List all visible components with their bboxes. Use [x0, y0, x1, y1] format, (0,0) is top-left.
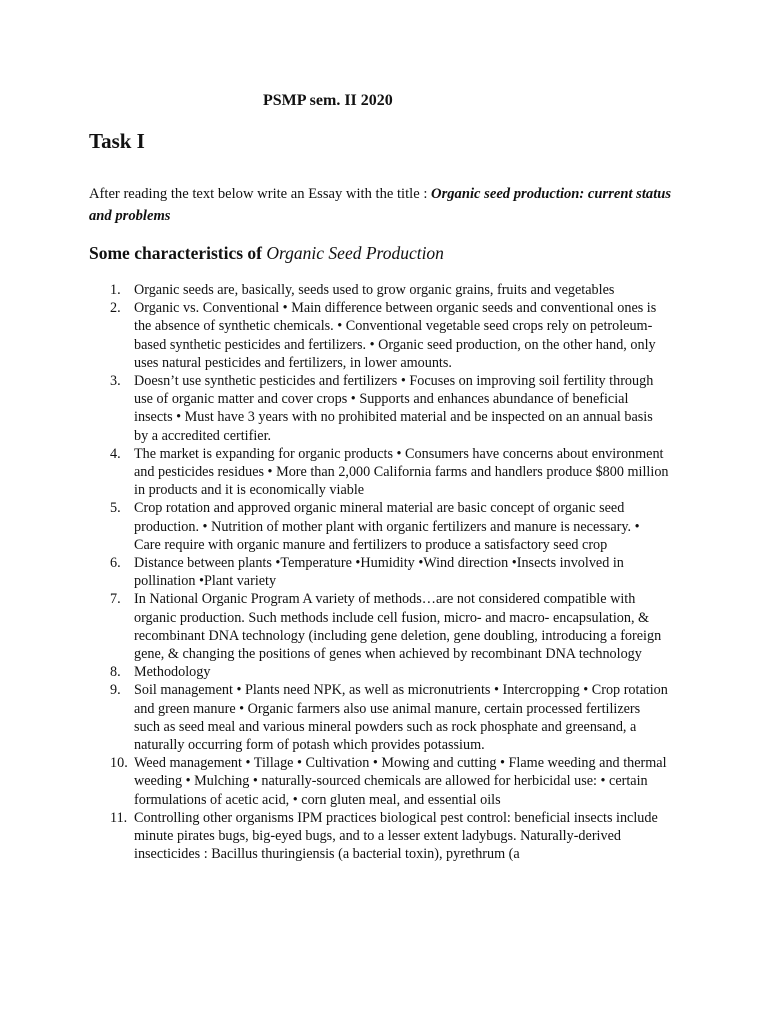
instruction-paragraph	[89, 183, 689, 227]
list-item	[89, 499, 669, 554]
list-item-text: Weed management • Tillage • Cultivation • Mowing and cutting • Flame weeding and thermal weeding • Mulching • naturally-sourced chemicals are allowed for herbicidal use: • certain formulations of acetic acid, • corn gluten meal, and essential oils	[134, 755, 667, 808]
document-title: PSMP sem. II 2020	[263, 92, 393, 109]
section-heading-prefix: Some characteristics of	[89, 243, 267, 263]
list-item-number: 4.	[110, 445, 121, 462]
list-item	[89, 754, 669, 809]
list-item-number: 5.	[110, 500, 121, 517]
list-item-number: 6.	[110, 555, 121, 572]
section-heading-emphasis: Organic Seed Production	[266, 243, 444, 263]
list-item-number: 9.	[110, 682, 121, 699]
list-item-number: 11.	[110, 809, 128, 826]
characteristics-list	[89, 281, 669, 864]
list-item-number: 7.	[110, 591, 121, 608]
list-item-number: 8.	[110, 664, 121, 681]
list-item-text: Distance between plants •Temperature •Humidity •Wind direction •Insects involved in pollination •Plant variety	[134, 555, 624, 590]
list-item-text: Organic vs. Conventional • Main difference between organic seeds and conventional ones is the absence of synthetic chemicals. • Conventional vegetable seed crops rely on petroleum-based synthetic pesticides and fertilizers. • Organic seed production, on the other hand, only uses natural pesticides and fertilizers, in lower amounts.	[134, 300, 657, 371]
list-item	[89, 663, 669, 681]
list-item	[89, 554, 669, 590]
list-item	[89, 445, 669, 500]
list-item	[89, 681, 669, 754]
list-item-text: The market is expanding for organic products • Consumers have concerns about environment and pesticides residues • More than 2,000 California farms and handlers produce $800 million in products and it is economically viable	[134, 445, 669, 499]
list-item-text: Soil management • Plants need NPK, as well as micronutrients • Intercropping • Crop rotation and green manure • Organic farmers also use animal manure, certain processed fertilizers such as seed meal and various mineral powders such as rock phosphate and greensand, a naturally occurring form of potash which provides potassium.	[134, 682, 668, 754]
list-item	[89, 372, 669, 445]
section-heading	[89, 243, 444, 264]
list-item-text: Methodology	[134, 664, 211, 681]
list-item-number: 3.	[110, 373, 121, 390]
list-item-text: Crop rotation and approved organic mineral material are basic concept of organic seed production. • Nutrition of mother plant with organic fertilizers and manure is necessary. • Care require with organic manure and fertilizers to produce a satisfactory seed crop	[134, 500, 640, 553]
list-item-text: Organic seeds are, basically, seeds used to grow organic grains, fruits and vegetables	[134, 282, 615, 298]
task-heading: Task I	[89, 129, 145, 153]
list-item	[89, 590, 669, 663]
list-item	[89, 299, 669, 372]
list-item-number: 2.	[110, 300, 121, 317]
list-item	[89, 281, 669, 299]
list-item-number: 1.	[110, 282, 121, 298]
list-item-text: Doesn’t use synthetic pesticides and fertilizers • Focuses on improving soil fertility through use of organic matter and cover crops • Supports and enhances abundance of beneficial insects • Must have 3 years with no prohibited material and be inspected on an annual basis by a accredited certifier.	[134, 373, 654, 444]
essay-title: Organic seed production: current status and problems	[89, 186, 672, 224]
list-item-text: Controlling other organisms IPM practices biological pest control: beneficial insects include minute pirates bugs, big-eyed bugs, and to a lesser extent ladybugs. Naturally-derived insecticides : Bacillus thuringiensis (a bacterial toxin), pyrethrum (a	[134, 809, 658, 863]
instruction-text: After reading the text below write an Essay with the title :	[89, 186, 432, 202]
list-item-number: 10.	[110, 755, 128, 772]
list-item	[89, 809, 669, 864]
list-item-text: In National Organic Program A variety of methods…are not considered compatible with organic production. Such methods include cell fusion, micro- and macro- encapsulation, & recombinant DNA technology (including gene deletion, gene doubling, introducing a foreign gene, & changing the positions of genes when achieved by recombinant DNA technology	[134, 591, 662, 663]
